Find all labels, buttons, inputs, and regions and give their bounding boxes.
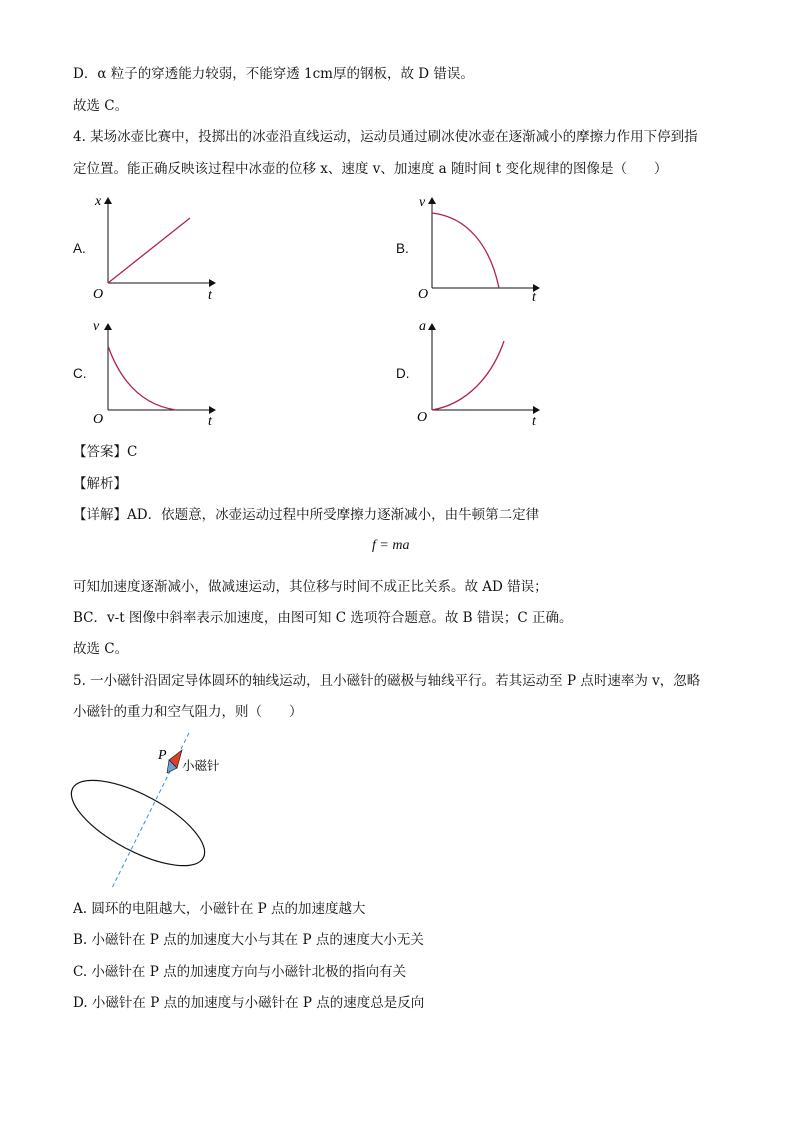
- graph-a-x-label: t: [208, 288, 212, 302]
- q4-stem-line2: 定位置。能正确反映该过程中冰壶的位移 x、速度 v、加速度 a 随时间 t 变化规律的图像是（ ）: [73, 161, 668, 177]
- graph-d-x-label: t: [532, 414, 536, 428]
- graph-b-y-label: v: [419, 195, 426, 210]
- detail-tag: 【详解】: [73, 507, 127, 523]
- graph-b: [412, 190, 547, 302]
- answer-line: [73, 442, 137, 462]
- q4-stem-line1: 4. 某场冰壶比赛中，投掷出的冰壶沿直线运动，运动员通过刷冰使冰壶在逐渐减小的摩擦力作用下停到指: [73, 129, 698, 145]
- q5-option-a: A. 圆环的电阻越大，小磁针在 P 点的加速度越大: [73, 901, 366, 917]
- final-choice: 故选 C。: [73, 641, 129, 657]
- conclusion-line2: BC．v-t 图像中斜率表示加速度，由图可知 C 选项符合题意。故 B 错误；C 正确。: [73, 610, 573, 626]
- q5-option-b: B. 小磁针在 P 点的加速度大小与其在 P 点的速度大小无关: [73, 932, 424, 948]
- graph-a: [88, 190, 223, 302]
- analysis-tag: 【解析】: [73, 476, 127, 492]
- graph-a-y-label: x: [95, 194, 102, 209]
- graph-d-curve: [432, 341, 504, 410]
- conclusion-line1: 可知加速度逐渐减小，做减速运动，其位移与时间不成正比关系。故 AD 错误；: [73, 579, 548, 595]
- graph-b-curve: [432, 213, 499, 288]
- graph-c-y-label: v: [93, 319, 100, 334]
- prev-option-d: D．α 粒子的穿透能力较弱，不能穿透 1cm厚的钢板，故 D 错误。: [73, 66, 474, 82]
- magnet-label: 小磁针: [182, 759, 220, 773]
- answer-tag: 【答案】: [73, 444, 127, 460]
- graph-b-x-label: t: [532, 290, 536, 302]
- graph-c-x-label: t: [208, 414, 212, 428]
- q5-stem-line1: 5. 一小磁针沿固定导体圆环的轴线运动，且小磁针的磁极与轴线平行。若其运动至 P 点时速率为 v，忽略: [73, 673, 701, 689]
- graph-a-label: A.: [73, 241, 86, 256]
- q5-option-c: C. 小磁针在 P 点的加速度方向与小磁针北极的指向有关: [73, 964, 407, 980]
- q5-option-d: D. 小磁针在 P 点的加速度与小磁针在 P 点的速度总是反向: [73, 995, 425, 1011]
- graph-a-origin: O: [93, 287, 104, 302]
- detail-text: AD．依题意，冰壶运动过程中所受摩擦力逐渐减小，由牛顿第二定律: [127, 507, 540, 523]
- graph-c-label: C.: [73, 366, 87, 381]
- graph-b-origin: O: [418, 287, 429, 302]
- detail-line: [73, 505, 539, 525]
- answer-value: C: [127, 444, 138, 460]
- graph-d-label: D.: [396, 366, 410, 381]
- point-p-label: P: [158, 748, 167, 763]
- magnet-ring-figure: [66, 728, 246, 893]
- graph-d-y-label: a: [419, 319, 426, 334]
- graph-d-origin: O: [417, 410, 428, 425]
- equation: f = ma: [372, 538, 410, 553]
- q5-stem-line2: 小磁针的重力和空气阻力，则（ ）: [73, 704, 303, 720]
- conducting-ring: [66, 764, 216, 883]
- graph-c-origin: O: [93, 412, 104, 427]
- graph-a-curve: [108, 218, 190, 283]
- graph-b-label: B.: [396, 241, 409, 256]
- graph-c-curve: [108, 346, 176, 410]
- graph-d: [412, 316, 547, 428]
- graph-c: [88, 316, 223, 428]
- prev-choice: 故选 C。: [73, 98, 129, 114]
